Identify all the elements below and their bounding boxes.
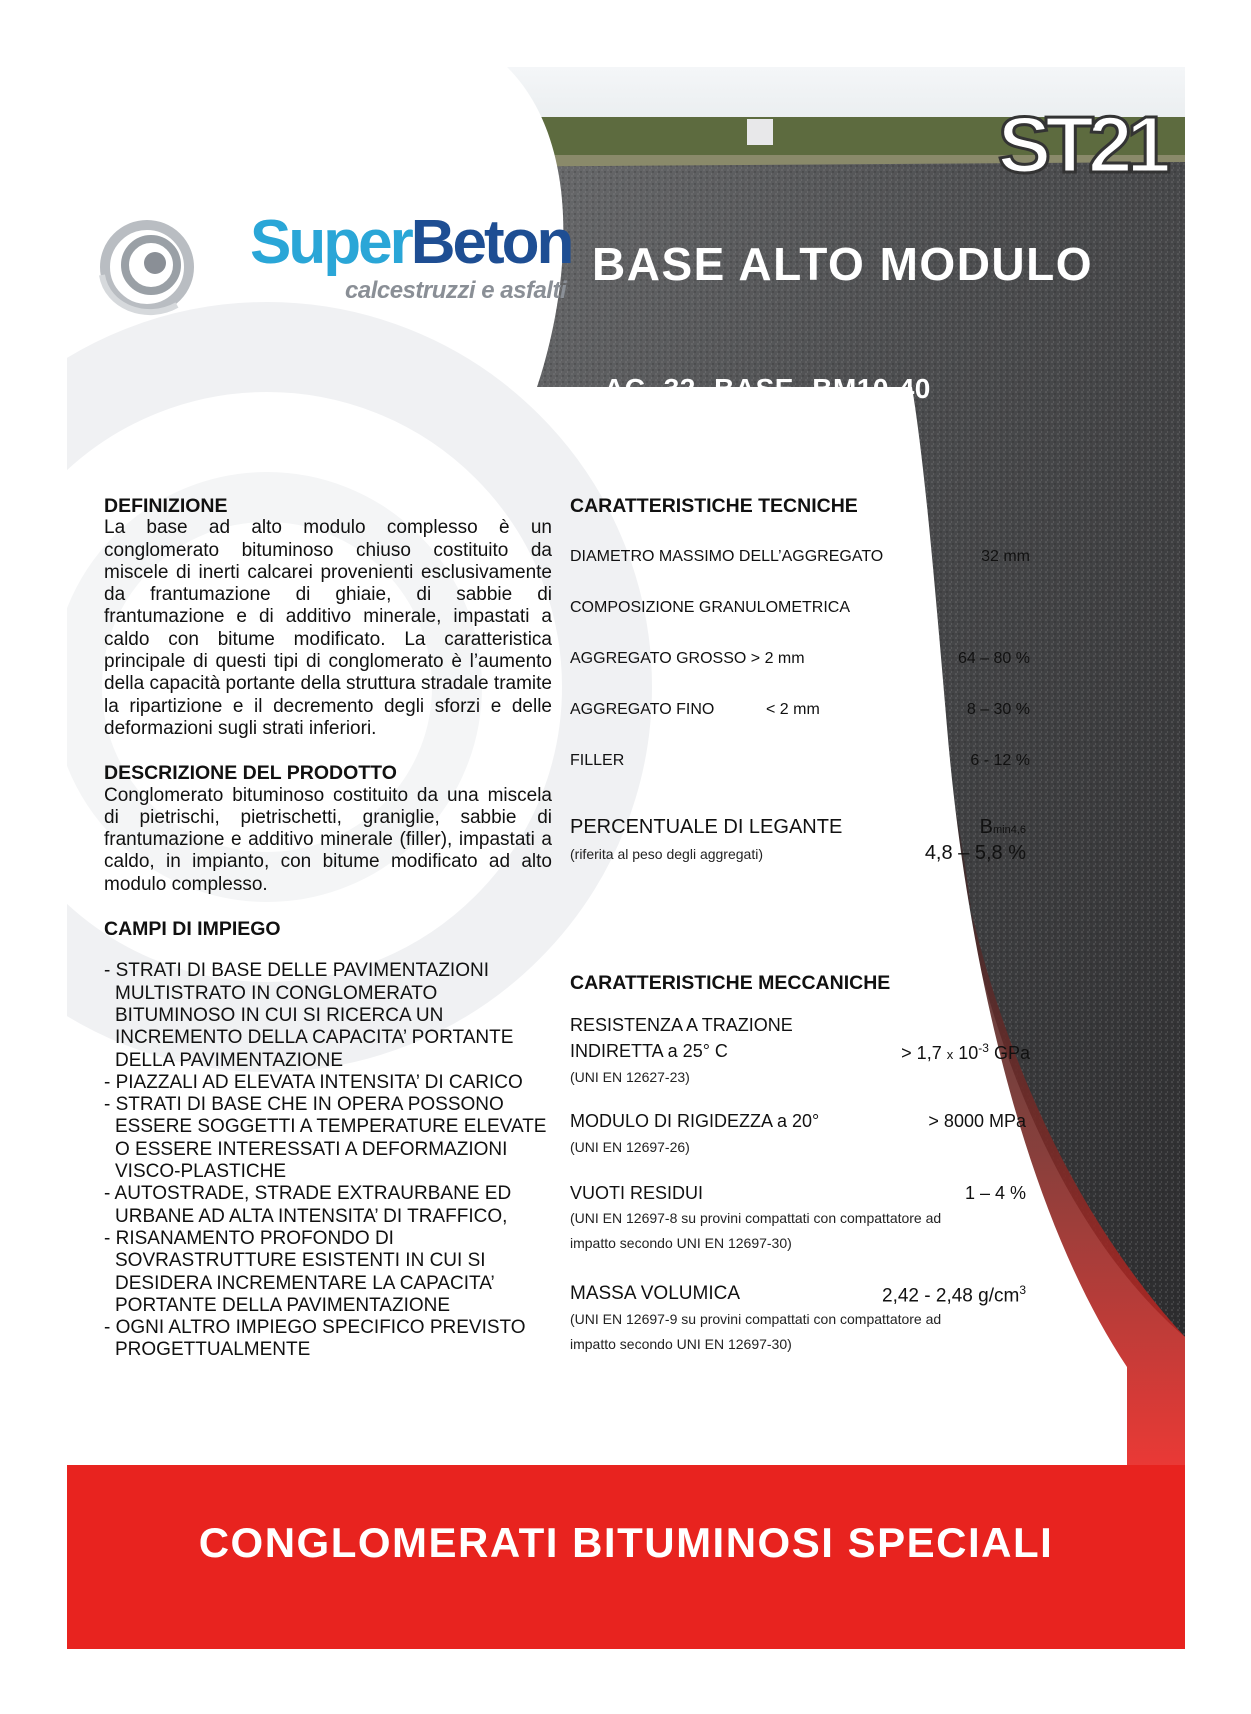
footer-text: CONGLOMERATI BITUMINOSI SPECIALI [198,1519,1054,1566]
uses-list [104,960,552,1361]
res-value-exp: -3 [978,1041,989,1055]
mech-resistance-value [901,1041,1030,1064]
legante-class-letter: B [979,816,993,838]
definition-text: La base ad alto modulo complesso è un conglomerato bituminoso chiuso costituito da miscele di inerti calcarei provenienti esclusivamente da frantumazione di ghiaie, di sabbie di frantumazione e di additivo minerale, impastati a caldo con bitume modificato. La caratteristica principale di questi tipi di conglomerato è l’aumento della capacità portante della struttura stradale tramite la ripartizione e il decremento degli sforzi e delle deformazioni sugli strati inferiori. [104,517,552,739]
description-heading: DESCRIZIONE DEL PRODOTTO [104,762,397,785]
mech-modulus-value: > 8000 MPa [928,1111,1026,1131]
tech-row [570,599,1030,619]
mech-heading: CARATTERISTICHE MECCANICHE [570,972,891,994]
mech-voids-value: 1 – 4 % [964,1183,1026,1203]
legante-block [570,816,1030,868]
brand-name [250,207,571,278]
brand-tagline: calcestruzzi e asfalti [345,277,567,304]
tech-row [570,752,1030,772]
mech-resistance [570,1015,1030,1095]
legante-class-sub: min4,6 [992,824,1026,836]
truck [747,119,773,145]
tech-row [570,548,1030,568]
massa-value: 2,42 - 2,48 g/cm [882,1285,1020,1307]
product-code: ST21 [997,100,1165,189]
tech-row-label: AGGREGATO FINO [570,701,715,718]
tech-row-label: COMPOSIZIONE GRANULOMETRICA [570,599,851,616]
list-item: - PIAZZALI AD ELEVATA INTENSITA’ DI CARICO [104,1071,523,1093]
mech-density-note2: impatto secondo UNI EN 12697-30) [570,1336,792,1352]
res-value-unit: GPa [993,1043,1030,1063]
list-item: - RISANAMENTO PROFONDO DI SOVRASTRUTTURE ESISTENTI IN CUI SI DESIDERA INCREMENTARE LA CAPACITA’ PORTANTE DELLA PAVIMENTAZIONE [104,1227,495,1316]
list-item: - STRATI DI BASE DELLE PAVIMENTAZIONI MULTISTRATO IN CONGLOMERATO BITUMINOSO IN CUI SI RICERCA UN INCREMENTO DELLA CAPACITA’ PORTANTE DELLA PAVIMENTAZIONE [104,960,514,1071]
footer-banner [67,1465,1185,1649]
brand-logo [115,207,575,347]
mech-modulus-note: (UNI EN 12697-26) [570,1139,690,1155]
tech-row-label: DIAMETRO MASSIMO DELL’AGGREGATO [570,548,884,565]
mech-voids-label: VUOTI RESIDUI [570,1183,704,1203]
tech-row [570,650,1030,670]
res-value-b: 10 [958,1043,979,1063]
tech-row-value: 8 – 30 % [966,701,1030,718]
tech-row-value: 64 – 80 % [957,650,1030,667]
tech-row [570,701,1030,721]
tech-row-mid: < 2 mm [766,701,820,718]
datasheet-page [67,67,1185,1649]
list-item: - OGNI ALTRO IMPIEGO SPECIFICO PREVISTO PROGETTUALMENTE [104,1317,526,1361]
tech-row-value: 6 - 12 % [970,752,1030,769]
massa-exp: 3 [1019,1283,1026,1297]
mech-resistance-note: (UNI EN 12627-23) [570,1069,690,1085]
mech-voids-note2: impatto secondo UNI EN 12697-30) [570,1235,792,1251]
legante-label: PERCENTUALE DI LEGANTE [570,816,843,838]
tech-row-label: FILLER [570,752,625,769]
res-value-x: x [946,1047,954,1062]
mech-resistance-label1: RESISTENZA A TRAZIONE [570,1015,793,1035]
brand-name-part1: Super [250,208,411,277]
definition-heading: DEFINIZIONE [104,495,228,517]
legante-class [980,816,1026,839]
tech-row-label: AGGREGATO GROSSO > 2 mm [570,650,805,667]
legante-value: 4,8 – 5,8 % [924,842,1026,864]
tech-heading: CARATTERISTICHE TECNICHE [570,495,858,517]
mech-density-note1: (UNI EN 12697-9 su provini compattati con compattatore ad [570,1311,942,1327]
mech-modulus-label: MODULO DI RIGIDEZZA a 20° [570,1111,820,1131]
brand-name-part2: Beton [410,208,572,277]
mech-density-label: MASSA VOLUMICA [570,1283,740,1304]
uses-heading: CAMPI DI IMPIEGO [104,918,281,941]
left-column [104,495,552,1362]
right-column [570,495,1030,1355]
product-title: BASE ALTO MODULO [592,238,1094,290]
mech-voids [570,1183,1030,1255]
list-item: - STRATI DI BASE CHE IN OPERA POSSONO ESSERE SOGGETTI A TEMPERATURE ELEVATE O ESSERE INTERESSATI A DEFORMAZIONI VISCO-PLASTICHE [104,1094,547,1183]
mech-resistance-label2: INDIRETTA a 25° C [570,1041,728,1061]
tech-row-value: 32 mm [981,548,1030,565]
product-subtitle: AC 32 BASE BM10-40 [604,373,931,404]
legante-note: (riferita al peso degli aggregati) [570,846,763,862]
mech-density [570,1283,1030,1355]
mech-density-value [882,1283,1026,1307]
list-item: - AUTOSTRADE, STRADE EXTRAURBANE ED URBANE AD ALTA INTENSITA’ DI TRAFFICO, [104,1183,512,1227]
res-value-a: > 1,7 [901,1043,942,1063]
mech-voids-note1: (UNI EN 12697-8 su provini compattati con compattatore ad [570,1210,942,1226]
description-text: Conglomerato bituminoso costituito da una miscela di pietrischi, pietrischetti, graniglie, sabbie di frantumazione e additivo minerale (filler), impastati a caldo, in impianto, con bitume modificato ad alto modulo complesso. [104,784,552,895]
mech-modulus [570,1111,1030,1161]
